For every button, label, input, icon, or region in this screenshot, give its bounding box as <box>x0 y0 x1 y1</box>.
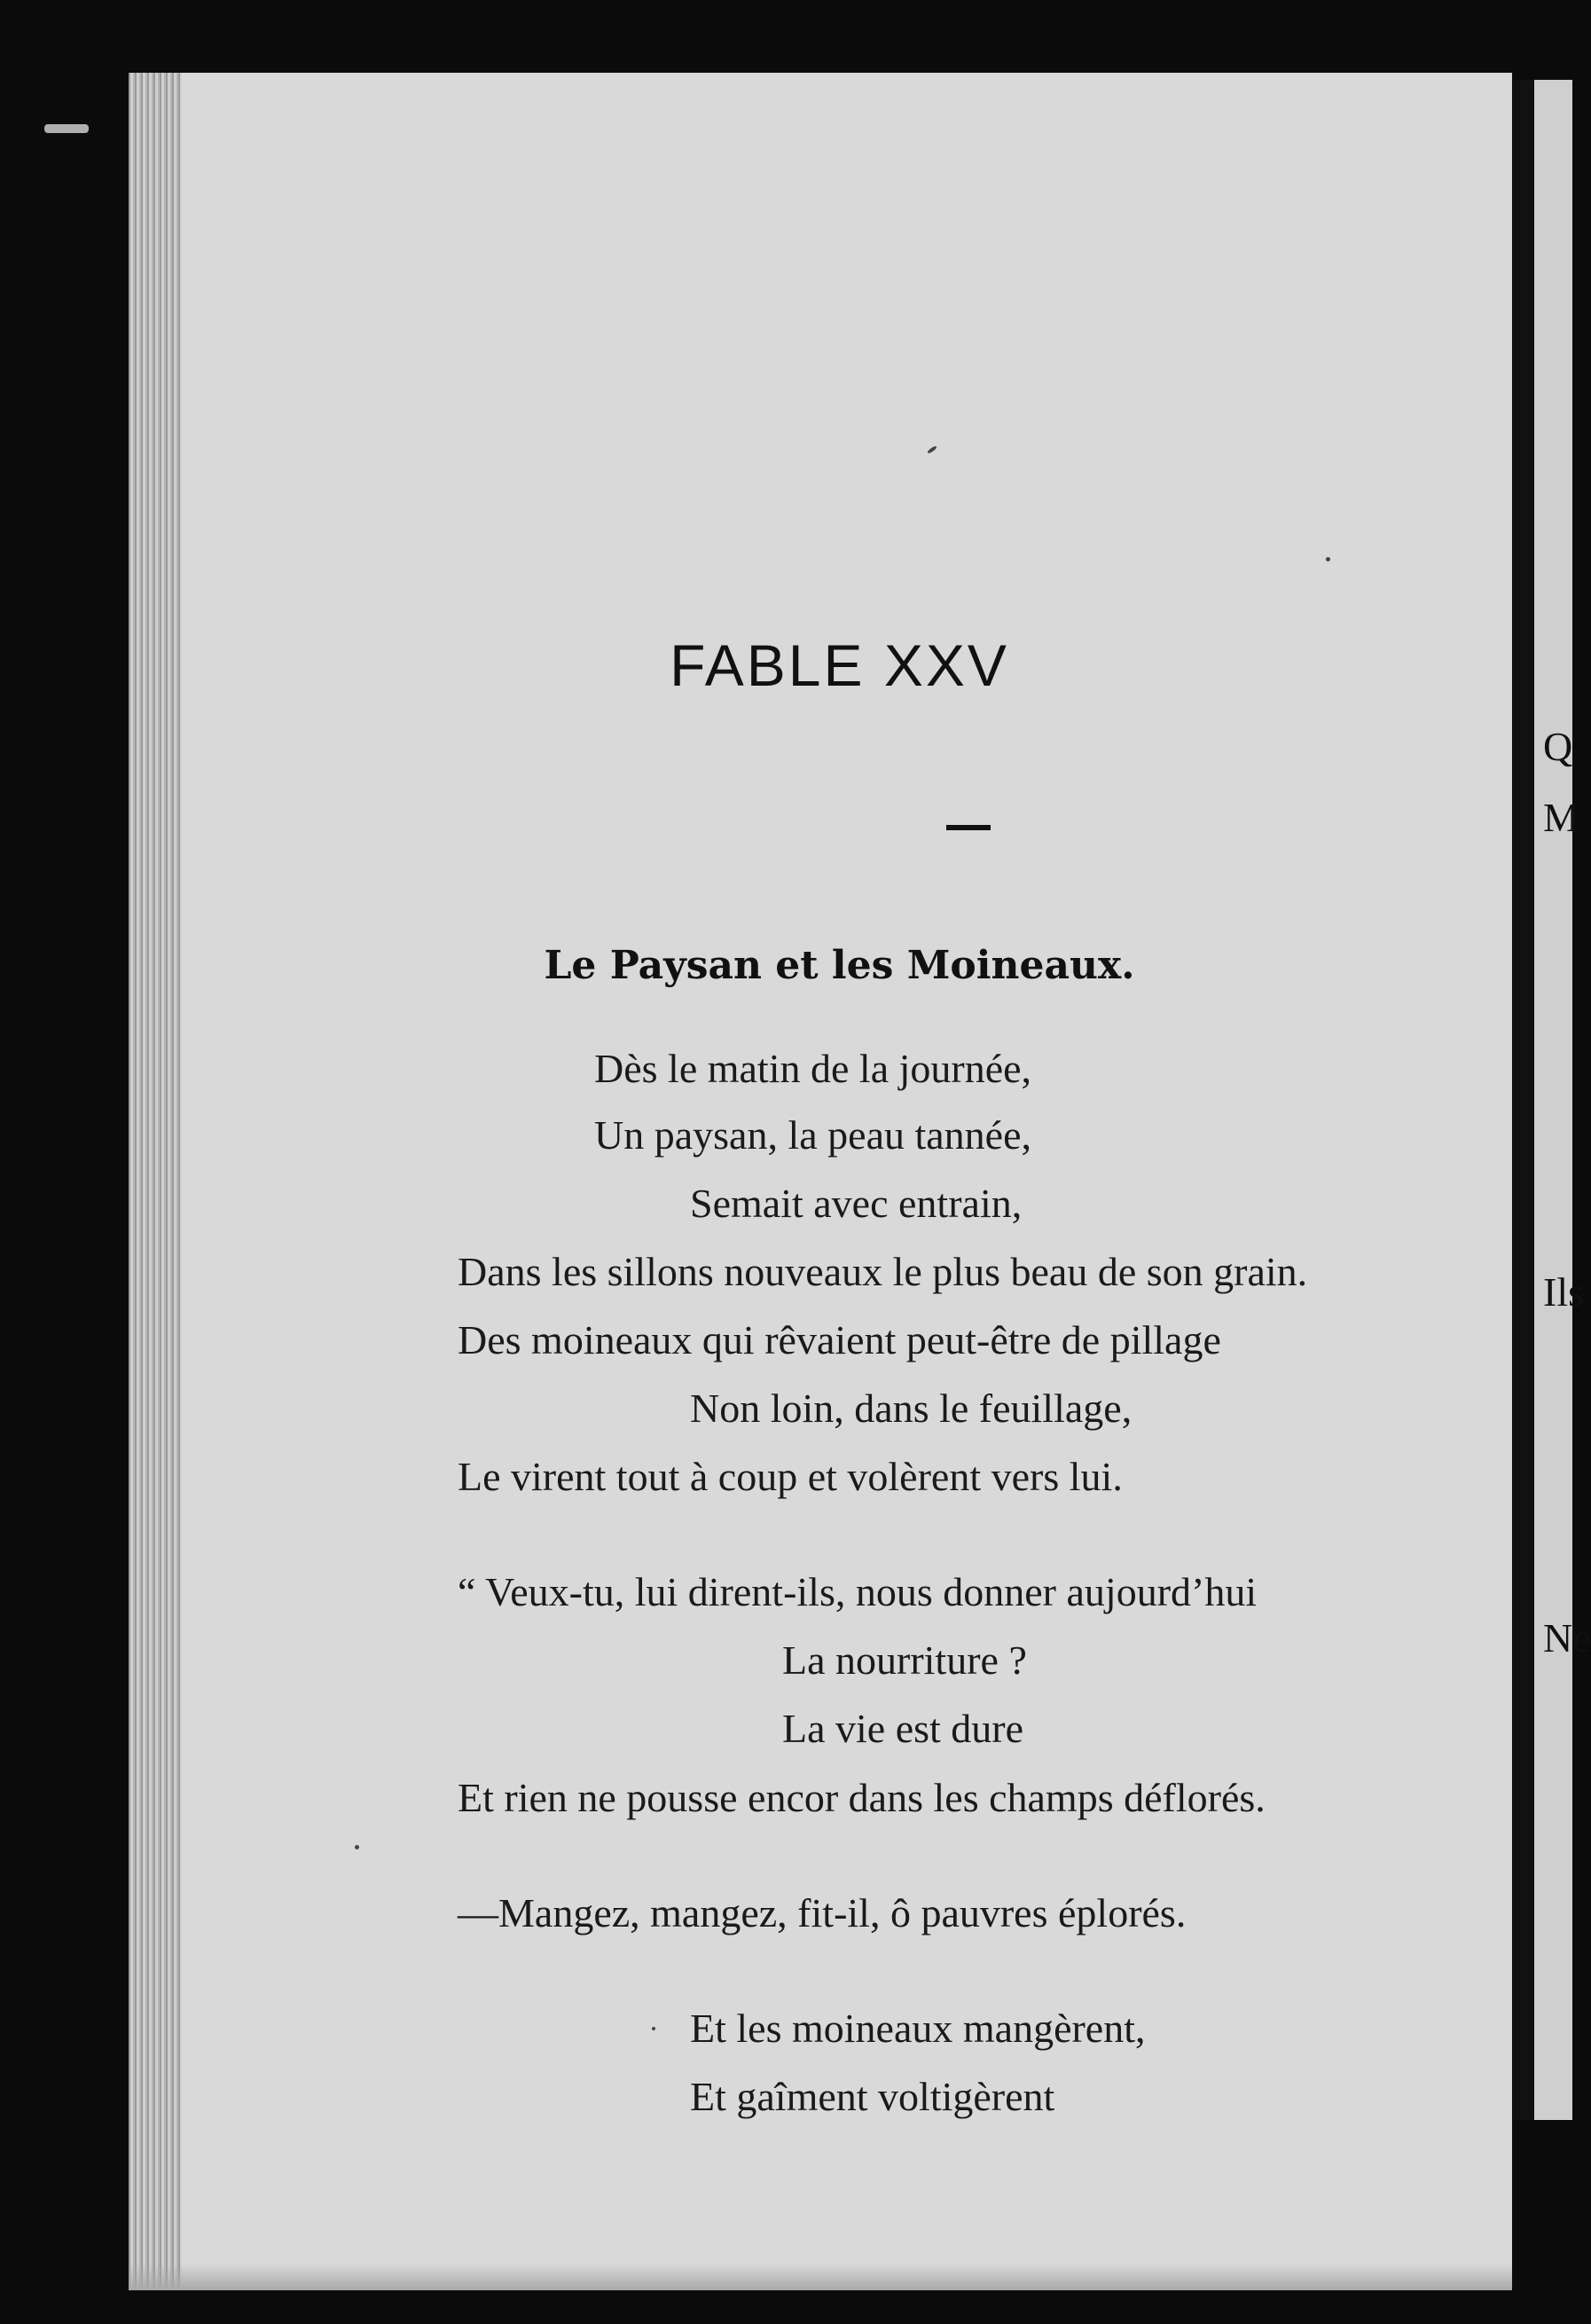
facing-page-edge <box>1513 80 1591 2120</box>
poem-line: Dès le matin de la journée, <box>594 1046 1032 1091</box>
poem-line: La nourriture ? <box>782 1637 1027 1683</box>
poem-line: Dans les sillons nouveaux le plus beau de son grain. <box>458 1249 1308 1294</box>
scan-artifact <box>44 124 89 133</box>
ink-speck <box>1326 557 1330 561</box>
ink-speck <box>355 1845 359 1849</box>
facing-page-fragment: Q <box>1543 724 1573 769</box>
poem-line: Et les moineaux mangèrent, <box>690 2006 1146 2051</box>
poem-line: Des moineaux qui rêvaient peut-être de pillage <box>458 1317 1221 1362</box>
fable-title: FABLE XXV <box>670 632 1009 698</box>
poem-line: Non loin, dans le feuillage, <box>690 1386 1133 1431</box>
title-separator <box>946 825 991 830</box>
poem-line: Un paysan, la peau tannée, <box>594 1112 1032 1158</box>
facing-page-fragment: M <box>1543 795 1579 840</box>
poem-line: La vie est dure <box>782 1706 1024 1751</box>
poem-line: Et gaîment voltigèrent <box>690 2074 1055 2119</box>
poem-heading: Le Paysan et les Moineaux. <box>544 943 1135 988</box>
ink-speck <box>652 2027 655 2030</box>
poem-line: Semait avec entrain, <box>690 1181 1023 1226</box>
facing-page-fragment: Ils <box>1543 1269 1584 1315</box>
poem-line: “ Veux-tu, lui dirent-ils, nous donner aujourd’hui <box>458 1569 1258 1614</box>
poem-line: —Mangez, mangez, fit-il, ô pauvres éplorés. <box>458 1890 1187 1935</box>
page-bottom-shadow <box>129 2264 1512 2290</box>
facing-page-fragment: Ne <box>1543 1615 1591 1661</box>
poem-line: Le virent tout à coup et volèrent vers lui. <box>458 1454 1123 1499</box>
page-binding-edge <box>129 73 182 2290</box>
poem-line: Et rien ne pousse encor dans les champs déflorés. <box>458 1775 1266 1820</box>
page-gutter <box>1513 80 1534 2120</box>
